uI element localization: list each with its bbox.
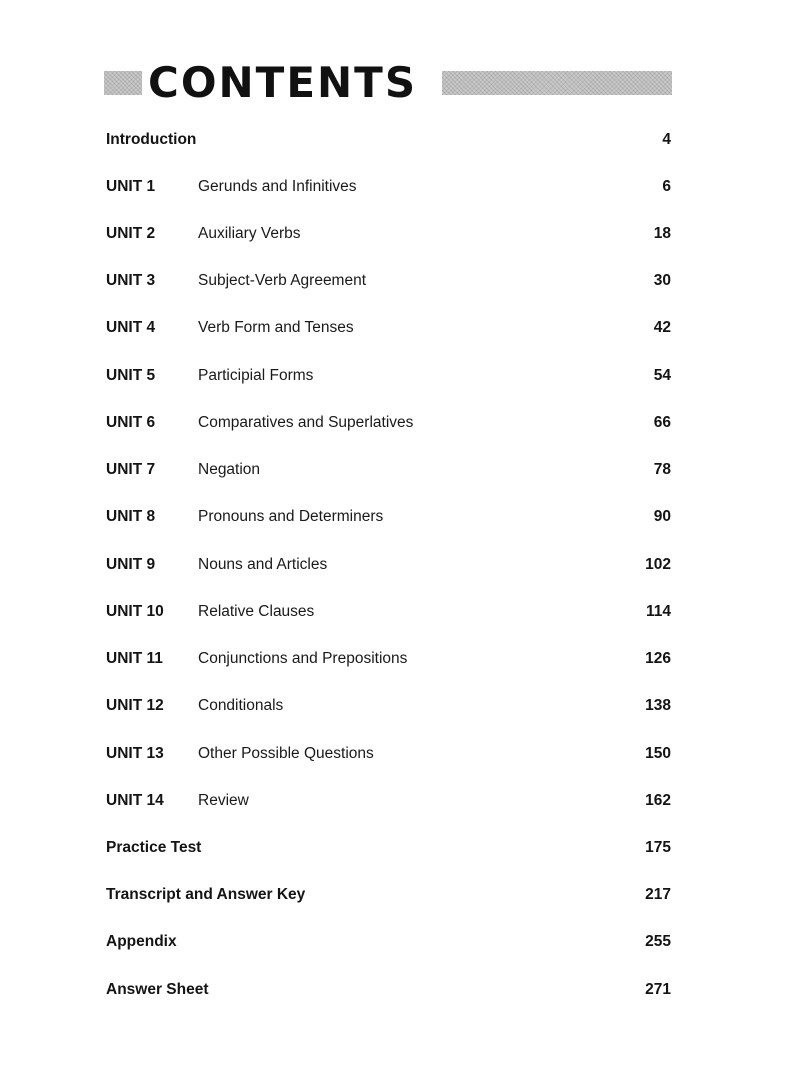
unit-title: Comparatives and Superlatives [198,414,414,431]
unit-number: UNIT 13 [106,745,164,762]
toc-page-number: 271 [645,981,671,998]
page-title: CONTENTS [148,58,418,107]
toc-page-number: 90 [653,508,671,525]
unit-number: UNIT 4 [106,319,156,336]
toc-page-number: 18 [653,225,671,242]
unit-number: UNIT 11 [106,650,163,667]
unit-title: Pronouns and Determiners [198,508,384,525]
toc-page-number: 4 [662,131,671,148]
unit-title: Relative Clauses [198,603,315,620]
toc-entry-label: Transcript and Answer Key [106,886,306,903]
toc-page-number: 217 [645,886,671,903]
toc-row-transcript-answer-key[interactable] [106,883,671,907]
unit-number: UNIT 2 [106,225,156,242]
contents-header [104,58,672,108]
unit-title: Subject-Verb Agreement [198,272,367,289]
toc-row-unit-4[interactable] [106,316,671,340]
toc-row-unit-9[interactable] [106,553,671,577]
toc-page-number: 66 [653,414,671,431]
header-decor-bar-left [104,71,142,95]
toc-page-number: 42 [653,319,671,336]
toc-row-answer-sheet[interactable] [106,978,671,1002]
toc-row-unit-12[interactable] [106,694,671,718]
toc-page-number: 6 [662,178,671,195]
toc-row-appendix[interactable] [106,930,671,954]
unit-number: UNIT 7 [106,461,156,478]
unit-title: Auxiliary Verbs [198,225,301,242]
unit-title: Negation [198,461,261,478]
toc-page-number: 138 [645,697,671,714]
toc-row-unit-5[interactable] [106,364,671,388]
toc-row-introduction[interactable] [106,128,671,152]
unit-title: Verb Form and Tenses [198,319,354,336]
toc-page-number: 255 [645,933,671,950]
unit-number: UNIT 14 [106,792,164,809]
unit-number: UNIT 1 [106,178,156,195]
toc-entry-label: Introduction [106,131,197,148]
toc-row-unit-8[interactable] [106,505,671,529]
toc-entry-label: Practice Test [106,839,202,856]
toc-page-number: 102 [645,556,671,573]
toc-page-number: 114 [645,603,671,620]
toc-row-unit-14[interactable] [106,789,671,813]
toc-row-unit-1[interactable] [106,175,671,199]
header-decor-bar-right [442,71,672,95]
toc-entry-label: Appendix [106,933,177,950]
toc-row-practice-test[interactable] [106,836,671,860]
unit-number: UNIT 8 [106,508,156,525]
unit-number: UNIT 5 [106,367,156,384]
toc-row-unit-6[interactable] [106,411,671,435]
toc-row-unit-10[interactable] [106,600,671,624]
unit-title: Nouns and Articles [198,556,328,573]
toc-row-unit-7[interactable] [106,458,671,482]
toc-page-number: 30 [653,272,671,289]
unit-number: UNIT 6 [106,414,156,431]
unit-title: Participial Forms [198,367,314,384]
unit-title: Conjunctions and Prepositions [198,650,408,667]
unit-number: UNIT 12 [106,697,164,714]
toc-page-number: 54 [653,367,671,384]
toc-row-unit-3[interactable] [106,269,671,293]
unit-title: Other Possible Questions [198,745,374,762]
toc-page-number: 162 [645,792,671,809]
unit-title: Conditionals [198,697,284,714]
unit-title: Gerunds and Infinitives [198,178,357,195]
unit-number: UNIT 9 [106,556,156,573]
toc-page-number: 150 [645,745,671,762]
toc-row-unit-11[interactable] [106,647,671,671]
unit-number: UNIT 3 [106,272,156,289]
toc-page-number: 175 [645,839,671,856]
unit-number: UNIT 10 [106,603,164,620]
toc-entry-label: Answer Sheet [106,981,209,998]
unit-title: Review [198,792,249,809]
toc-row-unit-13[interactable] [106,742,671,766]
toc-row-unit-2[interactable] [106,222,671,246]
toc-page-number: 126 [645,650,671,667]
toc-page-number: 78 [653,461,671,478]
